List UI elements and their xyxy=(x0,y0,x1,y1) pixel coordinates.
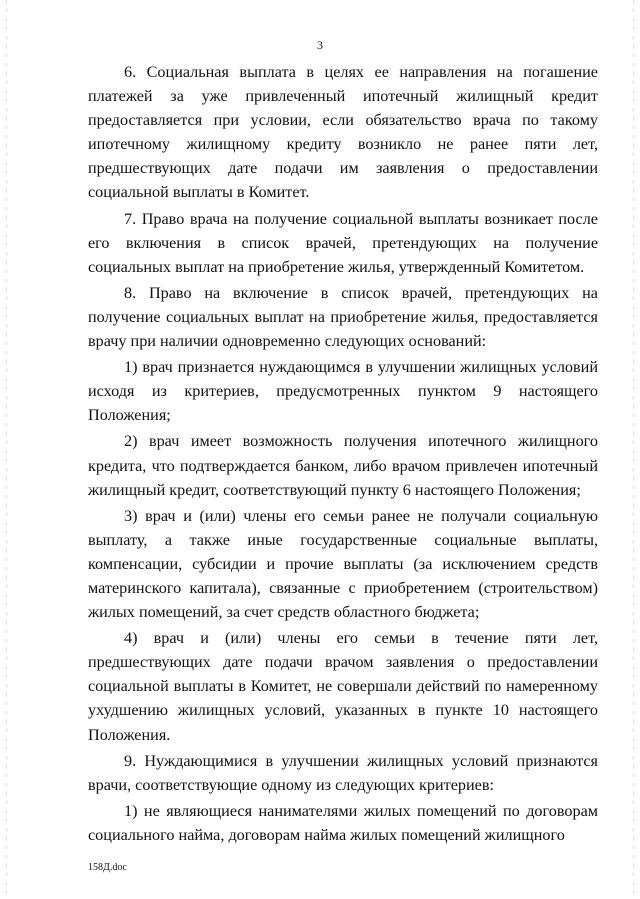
paragraph-8-item-1: 1) врач признается нуждающимся в улучшении жилищных условий исходя из критериев, предусмотренных пунктом 9 настоящего Положения; xyxy=(88,358,598,425)
paragraph-7: 7. Право врача на получение социальной выплаты возникает после его включения в список врачей, претендующих на получение социальных выплат на приобретение жилья, утвержденный Комитетом. xyxy=(88,209,598,276)
paragraph-8-item-2: 2) врач имеет возможность получения ипотечного жилищного кредита, что подтверждается банком, либо врачом привлечен ипотечный жилищный кредит, соответствующий пункту 6 настоящего Положения; xyxy=(88,432,598,499)
paragraph-8-item-4: 4) врач и (или) члены его семьи в течение пяти лет, предшествующих дате подачи врачом заявления о предоставлении социальной выплаты в Комитет, не совершали действий по намеренному ухудшению жилищных условий, указанных в пункте 10 настоящего Положения. xyxy=(88,629,598,744)
paragraph-9: 9. Нуждающимися в улучшении жилищных условий признаются врачи, соответствующие одному из следующих критериев: xyxy=(88,751,598,794)
left-scan-edge xyxy=(6,0,7,899)
page-number: 3 xyxy=(317,38,323,52)
footer-filename: 158Д.doc xyxy=(88,862,127,873)
paragraph-8: 8. Право на включение в список врачей, претендующих на получение социальных выплат на приобретение жилья, предоставляется врачу при наличии одновременно следующих оснований: xyxy=(88,283,598,351)
document-body xyxy=(88,60,598,847)
paragraph-9-item-1: 1) не являющиеся нанимателями жилых помещений по договорам социального найма, договорам найма жилых помещений жилищного xyxy=(88,801,598,844)
paragraph-6: 6. Социальная выплата в целях ее направления на погашение платежей за уже привлеченный ипотечный жилищный кредит предоставляется при условии, если обязательство врача по такому ипотечному жилищному кредиту возникло не ранее пяти лет, предшествующих дате подачи им заявления о предоставлении социальной выплаты в Комитет. xyxy=(88,63,598,202)
right-scan-edge xyxy=(633,0,634,899)
paragraph-8-item-3: 3) врач и (или) члены его семьи ранее не получали социальную выплату, а также иные государственные социальные выплаты, компенсации, субсидии и прочие выплаты (за исключением средств материнского капитала), связанные с приобретением (строительством) жилых помещений, за счет средств областного бюджета; xyxy=(88,506,598,622)
